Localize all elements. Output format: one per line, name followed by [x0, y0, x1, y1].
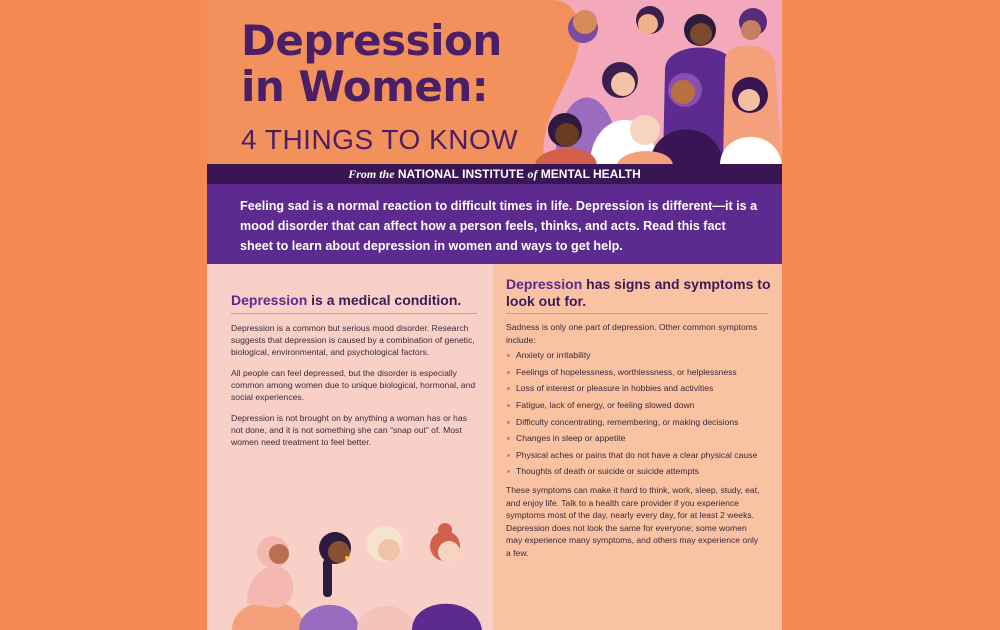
- list-item: Difficulty concentrating, remembering, or making decisions: [506, 416, 764, 429]
- women-group-illustration: [525, 0, 782, 165]
- source-banner: [207, 164, 782, 184]
- list-item: Loss of interest or pleasure in hobbies and activities: [506, 382, 764, 395]
- intro-section: [207, 184, 782, 264]
- list-item: Feelings of hopelessness, worthlessness, or helplessness: [506, 366, 764, 379]
- symptoms-closing: These symptoms can make it hard to think, work, sleep, study, eat, and enjoy life. Talk to a health care provider if you experience symptoms most of the day, nearly every day, for at least 2 weeks. Depression does not look the same for everyone; some women may experience many symptoms, and others may experience only a few.: [506, 484, 760, 558]
- banner-of: of: [527, 167, 538, 181]
- heading-accent: Depression: [231, 292, 308, 308]
- heading-accent: Depression: [506, 276, 583, 292]
- symptoms-lead: Sadness is only one part of depression. Other common symptoms include:: [506, 322, 758, 345]
- list-item: Fatigue, lack of energy, or feeling slowed down: [506, 399, 764, 412]
- header: [207, 0, 782, 165]
- paragraph: Depression is not brought on by anything a woman has or has not done, and it is not something she can “snap out” of. Most women need treatment to feel better.: [231, 413, 467, 447]
- heading-rest: has signs and symptoms to look out for.: [506, 276, 771, 309]
- symptom-list: [506, 349, 764, 478]
- symptoms-body: [506, 321, 764, 563]
- medical-condition-section: [207, 264, 493, 630]
- paragraph: All people can feel depressed, but the disorder is especially common among women due to unique biological, hormonal, and social experiences.: [231, 368, 476, 402]
- medical-condition-body: [231, 322, 481, 457]
- medical-condition-heading: [231, 292, 461, 308]
- heading-rest: is a medical condition.: [307, 292, 462, 308]
- intro-text: Feeling sad is a normal reaction to difficult times in life. Depression is different—it is a mood disorder that can affect how a person feels, thinks, and acts. Read this fact sheet to learn about depression in women and ways to get help.: [240, 199, 758, 253]
- heading-divider: [231, 313, 477, 314]
- list-item: Changes in sleep or appetite: [506, 432, 764, 445]
- fact-sheet: [207, 0, 782, 630]
- banner-from-the: From the: [348, 167, 395, 181]
- list-item: Physical aches or pains that do not have a clear physical cause: [506, 449, 764, 462]
- symptoms-heading: [506, 276, 782, 310]
- banner-institute: NATIONAL INSTITUTE: [397, 167, 525, 181]
- symptoms-section: [493, 264, 782, 630]
- page-title: Depression in Women:: [241, 16, 502, 111]
- heading-divider: [506, 313, 768, 314]
- page-subtitle: 4 THINGS TO KNOW: [241, 124, 519, 155]
- banner-mental-health: MENTAL HEALTH: [540, 167, 641, 181]
- list-item: Thoughts of death or suicide or suicide attempts: [506, 465, 764, 478]
- list-item: Anxiety or irritability: [506, 349, 764, 362]
- women-illustration: [207, 504, 493, 630]
- paragraph: Depression is a common but serious mood disorder. Research suggests that depression is caused by a combination of genetic, biological, environmental, and psychological factors.: [231, 323, 475, 357]
